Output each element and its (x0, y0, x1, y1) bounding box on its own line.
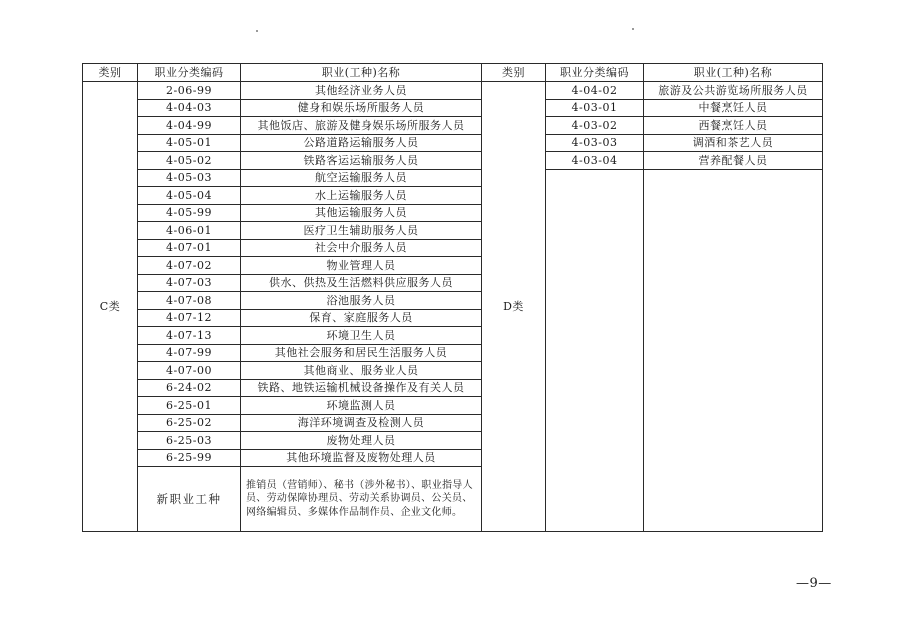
occupation-name: 旅游及公共游览场所服务人员 (644, 82, 823, 100)
occupation-name: 营养配餐人员 (644, 152, 823, 170)
occupation-name: 中餐烹饪人员 (644, 99, 823, 117)
occupation-name: 医疗卫生辅助服务人员 (241, 222, 482, 240)
occupation-name: 铁路客运运输服务人员 (241, 152, 482, 170)
occupation-name: 调酒和茶艺人员 (644, 134, 823, 152)
occupation-name: 其他社会服务和居民生活服务人员 (241, 344, 482, 362)
occupation-code: 4-07-02 (138, 257, 241, 275)
occupation-name: 公路道路运输服务人员 (241, 134, 482, 152)
occupation-name: 社会中介服务人员 (241, 239, 482, 257)
occupation-name: 环境监测人员 (241, 397, 482, 415)
header-code-right: 职业分类编码 (546, 64, 644, 82)
occupation-code: 4-04-99 (138, 117, 241, 135)
occupation-code: 4-06-01 (138, 222, 241, 240)
occupation-name: 健身和娱乐场所服务人员 (241, 99, 482, 117)
occupation-name: 西餐烹饪人员 (644, 117, 823, 135)
empty-cell (644, 169, 823, 532)
occupation-name: 海洋环境调查及检测人员 (241, 414, 482, 432)
occupation-code: 2-06-99 (138, 82, 241, 100)
occupation-code: 4-03-02 (546, 117, 644, 135)
occupation-code: 4-05-04 (138, 187, 241, 205)
occupation-classification-table (82, 63, 823, 532)
scan-speck (632, 28, 634, 30)
occupation-name: 铁路、地铁运输机械设备操作及有关人员 (241, 379, 482, 397)
occupation-code: 6-24-02 (138, 379, 241, 397)
occupation-name: 物业管理人员 (241, 257, 482, 275)
table-row (83, 117, 823, 135)
occupation-code: 4-07-01 (138, 239, 241, 257)
occupation-code: 4-05-99 (138, 204, 241, 222)
occupation-code: 6-25-99 (138, 449, 241, 467)
occupation-code: 4-05-01 (138, 134, 241, 152)
occupation-name: 其他经济业务人员 (241, 82, 482, 100)
occupation-code: 4-03-04 (546, 152, 644, 170)
occupation-code: 4-04-03 (138, 99, 241, 117)
header-category-right: 类别 (482, 64, 546, 82)
occupation-code: 4-07-13 (138, 327, 241, 345)
occupation-name: 其他环境监督及废物处理人员 (241, 449, 482, 467)
table-row (83, 99, 823, 117)
header-code-left: 职业分类编码 (138, 64, 241, 82)
category-d-cell: D类 (482, 82, 546, 532)
header-category-left: 类别 (83, 64, 138, 82)
occupation-code: 6-25-03 (138, 432, 241, 450)
occupation-code: 6-25-01 (138, 397, 241, 415)
occupation-name: 水上运输服务人员 (241, 187, 482, 205)
occupation-name: 环境卫生人员 (241, 327, 482, 345)
occupation-code: 4-07-08 (138, 292, 241, 310)
table-row (83, 169, 823, 187)
table-row (83, 134, 823, 152)
occupation-name: 浴池服务人员 (241, 292, 482, 310)
occupation-name: 其他商业、服务业人员 (241, 362, 482, 380)
occupation-code: 4-07-00 (138, 362, 241, 380)
table-header-row (83, 64, 823, 82)
occupation-name: 保育、家庭服务人员 (241, 309, 482, 327)
page-number: —9— (796, 576, 832, 591)
occupation-name: 航空运输服务人员 (241, 169, 482, 187)
empty-cell (546, 169, 644, 532)
occupation-name: 废物处理人员 (241, 432, 482, 450)
occupation-code: 4-07-12 (138, 309, 241, 327)
occupation-name: 供水、供热及生活燃料供应服务人员 (241, 274, 482, 292)
occupation-code: 4-05-02 (138, 152, 241, 170)
occupation-code: 4-03-03 (546, 134, 644, 152)
occupation-name: 其他运输服务人员 (241, 204, 482, 222)
occupation-code: 4-03-01 (546, 99, 644, 117)
occupation-code: 4-05-03 (138, 169, 241, 187)
table-row (83, 82, 823, 100)
occupation-code: 4-07-99 (138, 344, 241, 362)
new-occupation-list: 推销员（营销师）、秘书（涉外秘书）、职业指导人员、劳动保障协理员、劳动关系协调员、公关员、网络编辑员、多媒体作品制作员、企业文化师。 (241, 467, 482, 532)
occupation-code: 4-04-02 (546, 82, 644, 100)
occupation-code: 6-25-02 (138, 414, 241, 432)
occupation-name: 其他饭店、旅游及健身娱乐场所服务人员 (241, 117, 482, 135)
category-c-cell: C类 (83, 82, 138, 532)
new-occupation-label: 新职业工种 (138, 467, 241, 532)
header-name-left: 职业(工种)名称 (241, 64, 482, 82)
table-row (83, 152, 823, 170)
scan-speck (256, 30, 258, 32)
header-name-right: 职业(工种)名称 (644, 64, 823, 82)
occupation-code: 4-07-03 (138, 274, 241, 292)
